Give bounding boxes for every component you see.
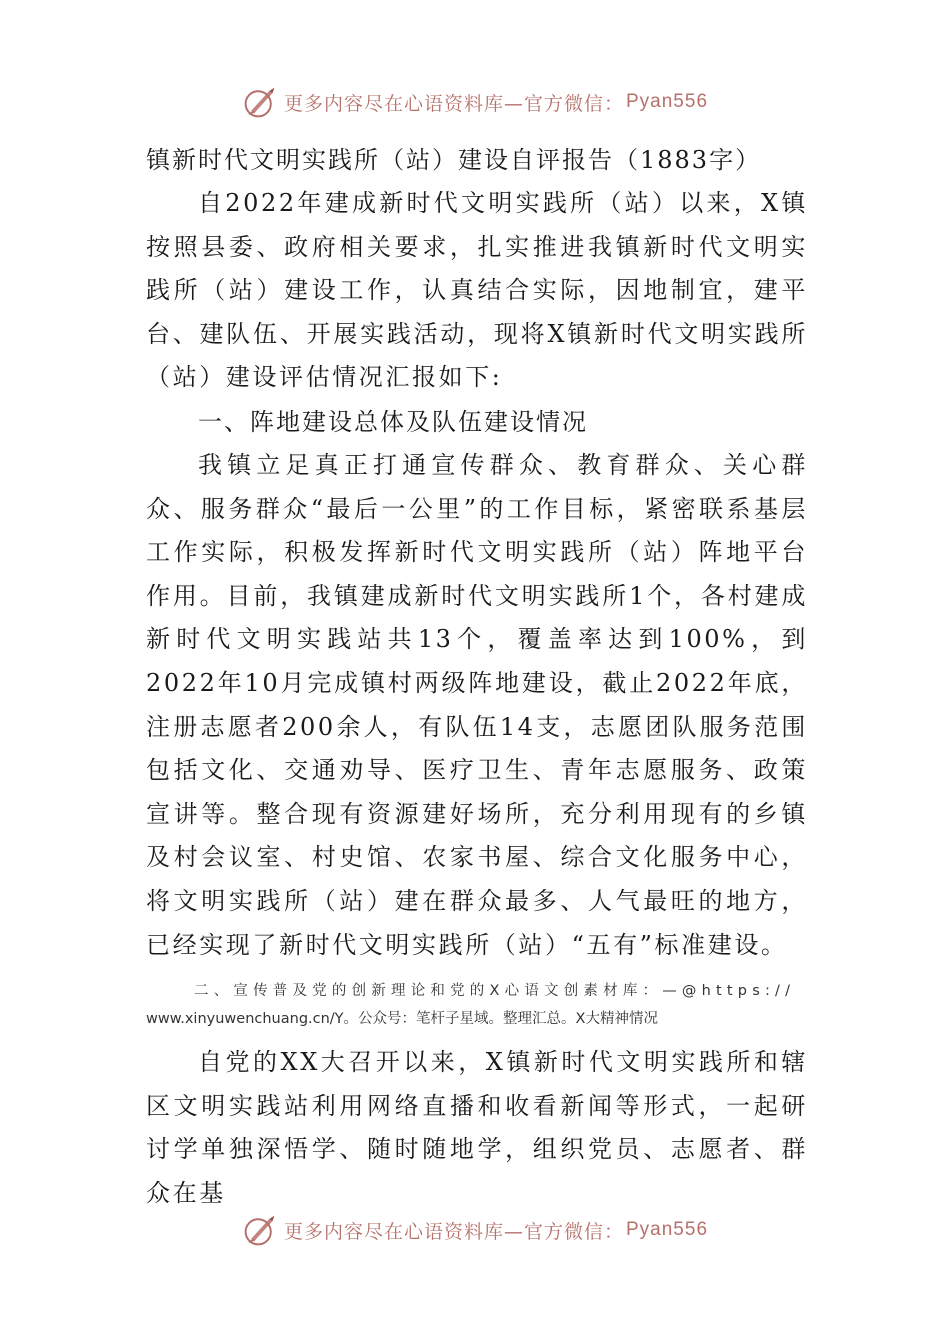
banner-text: 更多内容尽在心语资料库—官方微信： [283,92,624,115]
document-body [146,138,808,1215]
document-title: 镇新时代文明实践所（站）建设自评报告（1883字） [146,146,762,174]
footer-watermark-banner [0,1210,950,1250]
pen-logo-icon [242,84,278,120]
header-watermark-banner [0,82,950,122]
note-line-1: 二、宣传普及党的创新理论和党的X心语文创素材库：—@https:// [194,983,796,1000]
banner-text: 更多内容尽在心语资料库—官方微信： [283,1220,624,1243]
banner-wechat-id: Pyan556 [626,1219,709,1240]
pen-logo-icon [242,1212,278,1248]
inserted-watermark-note [146,977,808,1033]
note-line-2: www.xinyuwenchuang.cn/Y。公众号：笔杆子星域。整理汇总。X大精神情况 [146,1011,658,1028]
paragraph-publicity: 自党的XX大召开以来，X镇新时代文明实践所和辖区文明实践站利用网络直播和收看新闻等形式，一起研讨学单独深悟学、随时随地学，组织党员、志愿者、群众在基 [146,1048,808,1207]
paragraph-intro: 自2022年建成新时代文明实践所（站）以来，X镇按照县委、政府相关要求，扎实推进我镇新时代文明实践所（站）建设工作，认真结合实际，因地制宜，建平台、建队伍、开展实践活动，现将X镇新时代文明实践所（站）建设评估情况汇报如下: [146,189,808,392]
paragraph-position-building: 我镇立足真正打通宣传群众、教育群众、关心群众、服务群众“最后一公里”的工作目标，紧密联系基层工作实际，积极发挥新时代文明实践所（站）阵地平台作用。目前，我镇建成新时代文明实践所1个，各村建成新时代文明实践站共13个，覆盖率达到100%，到2022年10月完成镇村两级阵地建设，截止2022年底，注册志愿者200余人，有队伍14支，志愿团队服务范围包括文化、交通劝导、医疗卫生、青年志愿服务、政策宣讲等。整合现有资源建好场所，充分利用现有的乡镇及村会议室、村史馆、农家书屋、综合文化服务中心，将文明实践所（站）建在群众最多、人气最旺的地方，已经实现了新时代文明实践所（站）“五有”标准建设。 [146,450,808,959]
banner-wechat-id: Pyan556 [626,91,709,112]
section-heading-1: 一、阵地建设总体及队伍建设情况 [198,407,588,436]
